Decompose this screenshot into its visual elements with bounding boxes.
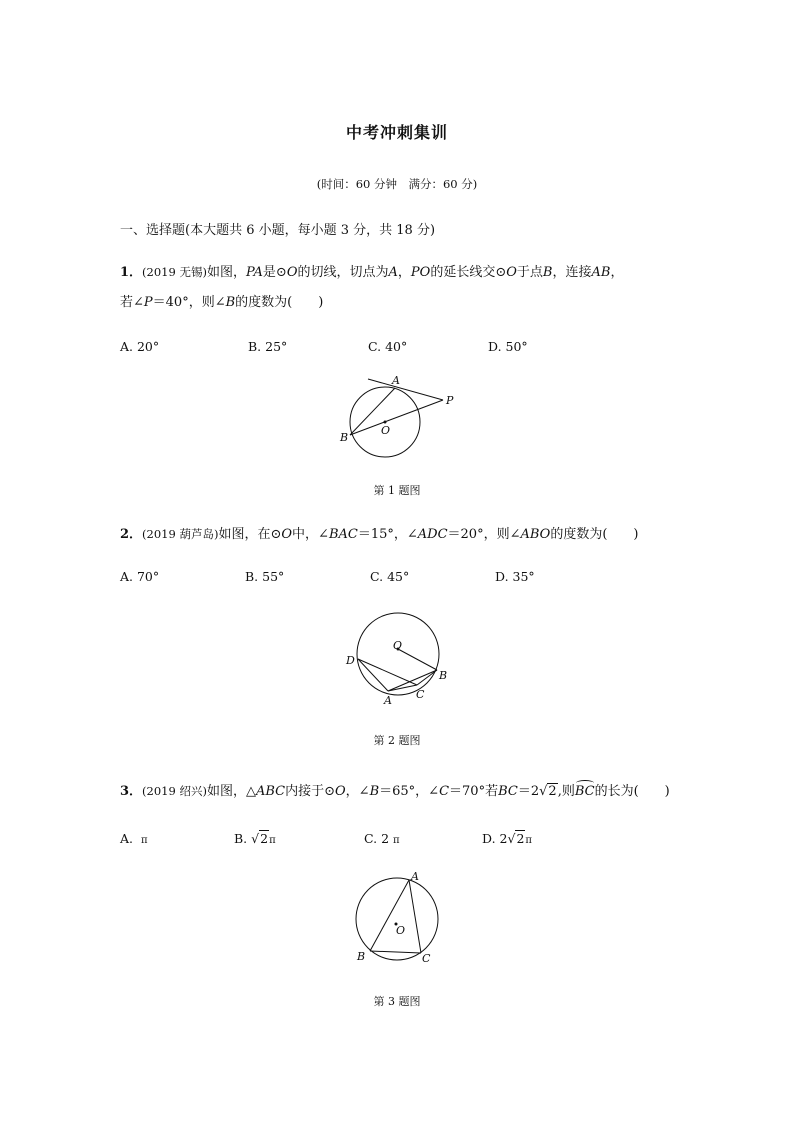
label-c: C bbox=[416, 688, 425, 701]
sqrt-sign: √2 bbox=[539, 784, 557, 799]
figure-2-caption: 第 2 题图 bbox=[373, 734, 421, 747]
label-d: D bbox=[346, 654, 355, 667]
option-a[interactable] bbox=[120, 831, 148, 846]
option-d[interactable]: D. 50° bbox=[488, 339, 528, 354]
math-var: P bbox=[143, 295, 153, 310]
option-b[interactable]: B. 25° bbox=[248, 339, 288, 354]
option-c[interactable]: C. 45° bbox=[370, 569, 410, 584]
label-b: B bbox=[439, 669, 448, 682]
math-var: ABO bbox=[520, 527, 551, 542]
question-text: 的度数为( ) bbox=[550, 527, 639, 542]
segment-ab bbox=[370, 880, 409, 951]
sqrt-radicand: 2 bbox=[260, 831, 269, 846]
math-var: BAC bbox=[328, 527, 358, 542]
question-number: 1． bbox=[120, 265, 143, 280]
question-text: ＝65°，∠ bbox=[379, 784, 440, 799]
label-a: A bbox=[384, 694, 392, 707]
figure-2 bbox=[340, 605, 460, 715]
segment-bp bbox=[350, 400, 443, 435]
section-heading: 一、选择题(本大题共 6 小题，每小题 3 分，共 18 分) bbox=[120, 223, 436, 238]
figure-1 bbox=[330, 370, 470, 470]
label-b: B bbox=[357, 950, 366, 963]
page-title: 中考冲刺集训 bbox=[345, 123, 448, 142]
question-text: 内接于⊙ bbox=[285, 784, 335, 799]
math-var: C bbox=[439, 784, 450, 799]
question-text: ＝20°，则∠ bbox=[447, 527, 521, 542]
label-p: P bbox=[446, 394, 454, 407]
question-source: (2019 绍兴) bbox=[142, 784, 207, 798]
segment-ob bbox=[398, 649, 437, 670]
option-label: B. bbox=[234, 831, 248, 846]
question-text: ,则 bbox=[557, 784, 575, 799]
pi-symbol: π bbox=[393, 835, 400, 846]
math-var: ABC bbox=[255, 784, 286, 799]
question-text: 如图， bbox=[206, 265, 246, 280]
question-text: 如图，在⊙ bbox=[218, 527, 282, 542]
pi-symbol: π bbox=[269, 835, 276, 846]
label-b: B bbox=[340, 431, 349, 444]
tangent-line-pa bbox=[368, 379, 443, 400]
math-var: B bbox=[369, 784, 380, 799]
label-o: O bbox=[393, 639, 403, 652]
figure-3-caption: 第 3 题图 bbox=[373, 995, 421, 1008]
math-var: ADC bbox=[417, 527, 448, 542]
option-b[interactable]: B. 55° bbox=[245, 569, 285, 584]
math-var: O bbox=[286, 265, 298, 280]
coefficient: 2 bbox=[499, 831, 508, 846]
segment-ac bbox=[409, 880, 421, 953]
question-text: 的延长线交⊙ bbox=[430, 265, 507, 280]
option-label: D. bbox=[482, 831, 496, 846]
math-var: B bbox=[542, 265, 553, 280]
question-text: 的切线，切点为 bbox=[297, 265, 389, 280]
pi-symbol: π bbox=[140, 835, 148, 846]
option-c[interactable] bbox=[364, 831, 400, 846]
question-text: 如图，△ bbox=[206, 784, 256, 799]
question-text: 于点 bbox=[516, 265, 543, 280]
math-var: O bbox=[281, 527, 293, 542]
option-b[interactable]: B. √2π bbox=[234, 831, 276, 846]
question-text: ＝15°，∠ bbox=[357, 527, 418, 542]
option-label: A. bbox=[120, 831, 134, 846]
label-a: A bbox=[392, 374, 400, 387]
math-var: A bbox=[388, 265, 398, 280]
question-text: 的长为( ) bbox=[594, 784, 670, 799]
exam-meta: (时间：60 分钟 满分：60 分) bbox=[316, 177, 478, 191]
math-var: B bbox=[225, 295, 236, 310]
pi-symbol: π bbox=[525, 835, 532, 846]
question-text: ， bbox=[397, 265, 411, 280]
segment-bc bbox=[370, 951, 421, 953]
question-source: (2019 无锡) bbox=[142, 265, 207, 279]
option-label: C. bbox=[364, 831, 378, 846]
figure-1-caption: 第 1 题图 bbox=[373, 484, 421, 497]
option-d[interactable]: D. 2√2π bbox=[482, 831, 532, 846]
math-var: O bbox=[506, 265, 517, 280]
math-var: PA bbox=[245, 265, 263, 280]
circle-o bbox=[357, 613, 439, 695]
question-number: 2． bbox=[120, 527, 143, 542]
option-d[interactable]: D. 35° bbox=[495, 569, 535, 584]
figure-3 bbox=[345, 870, 455, 975]
question-text: ＝40°，则∠ bbox=[152, 295, 226, 310]
coefficient: 2 bbox=[381, 831, 390, 846]
question-1-line-1 bbox=[120, 262, 623, 283]
option-a[interactable]: A. 20° bbox=[120, 339, 160, 354]
math-var: PO bbox=[410, 265, 431, 280]
question-text: ，∠ bbox=[345, 784, 370, 799]
question-number: 3． bbox=[120, 784, 143, 799]
question-text: ＝70°若 bbox=[449, 784, 499, 799]
label-o: O bbox=[396, 924, 406, 937]
option-c[interactable]: C. 40° bbox=[368, 339, 408, 354]
question-text: ＝2 bbox=[517, 784, 540, 799]
option-a[interactable]: A. 70° bbox=[120, 569, 160, 584]
question-text: 中，∠ bbox=[292, 527, 329, 542]
label-a: A bbox=[411, 870, 419, 883]
question-text: 的度数为( ) bbox=[235, 295, 324, 310]
label-c: C bbox=[422, 952, 431, 965]
question-1-line-2 bbox=[120, 293, 323, 313]
math-var: AB bbox=[591, 265, 611, 280]
sqrt-radicand: 2 bbox=[516, 831, 525, 846]
math-var: BC bbox=[498, 784, 518, 799]
question-source: (2019 葫芦岛) bbox=[142, 527, 219, 541]
segment-ac bbox=[388, 685, 417, 691]
label-o: O bbox=[381, 424, 391, 437]
sqrt-radicand: 2 bbox=[548, 784, 557, 799]
question-3-line-1 bbox=[120, 781, 670, 802]
question-text: ，连接 bbox=[552, 265, 592, 280]
math-var: O bbox=[335, 784, 346, 799]
question-2-line-1 bbox=[120, 524, 638, 545]
arc-symbol: BC bbox=[575, 782, 595, 802]
question-text: ， bbox=[610, 265, 624, 280]
question-text: 是⊙ bbox=[262, 265, 287, 280]
circle-o bbox=[356, 878, 438, 960]
question-text: 若∠ bbox=[120, 295, 144, 310]
